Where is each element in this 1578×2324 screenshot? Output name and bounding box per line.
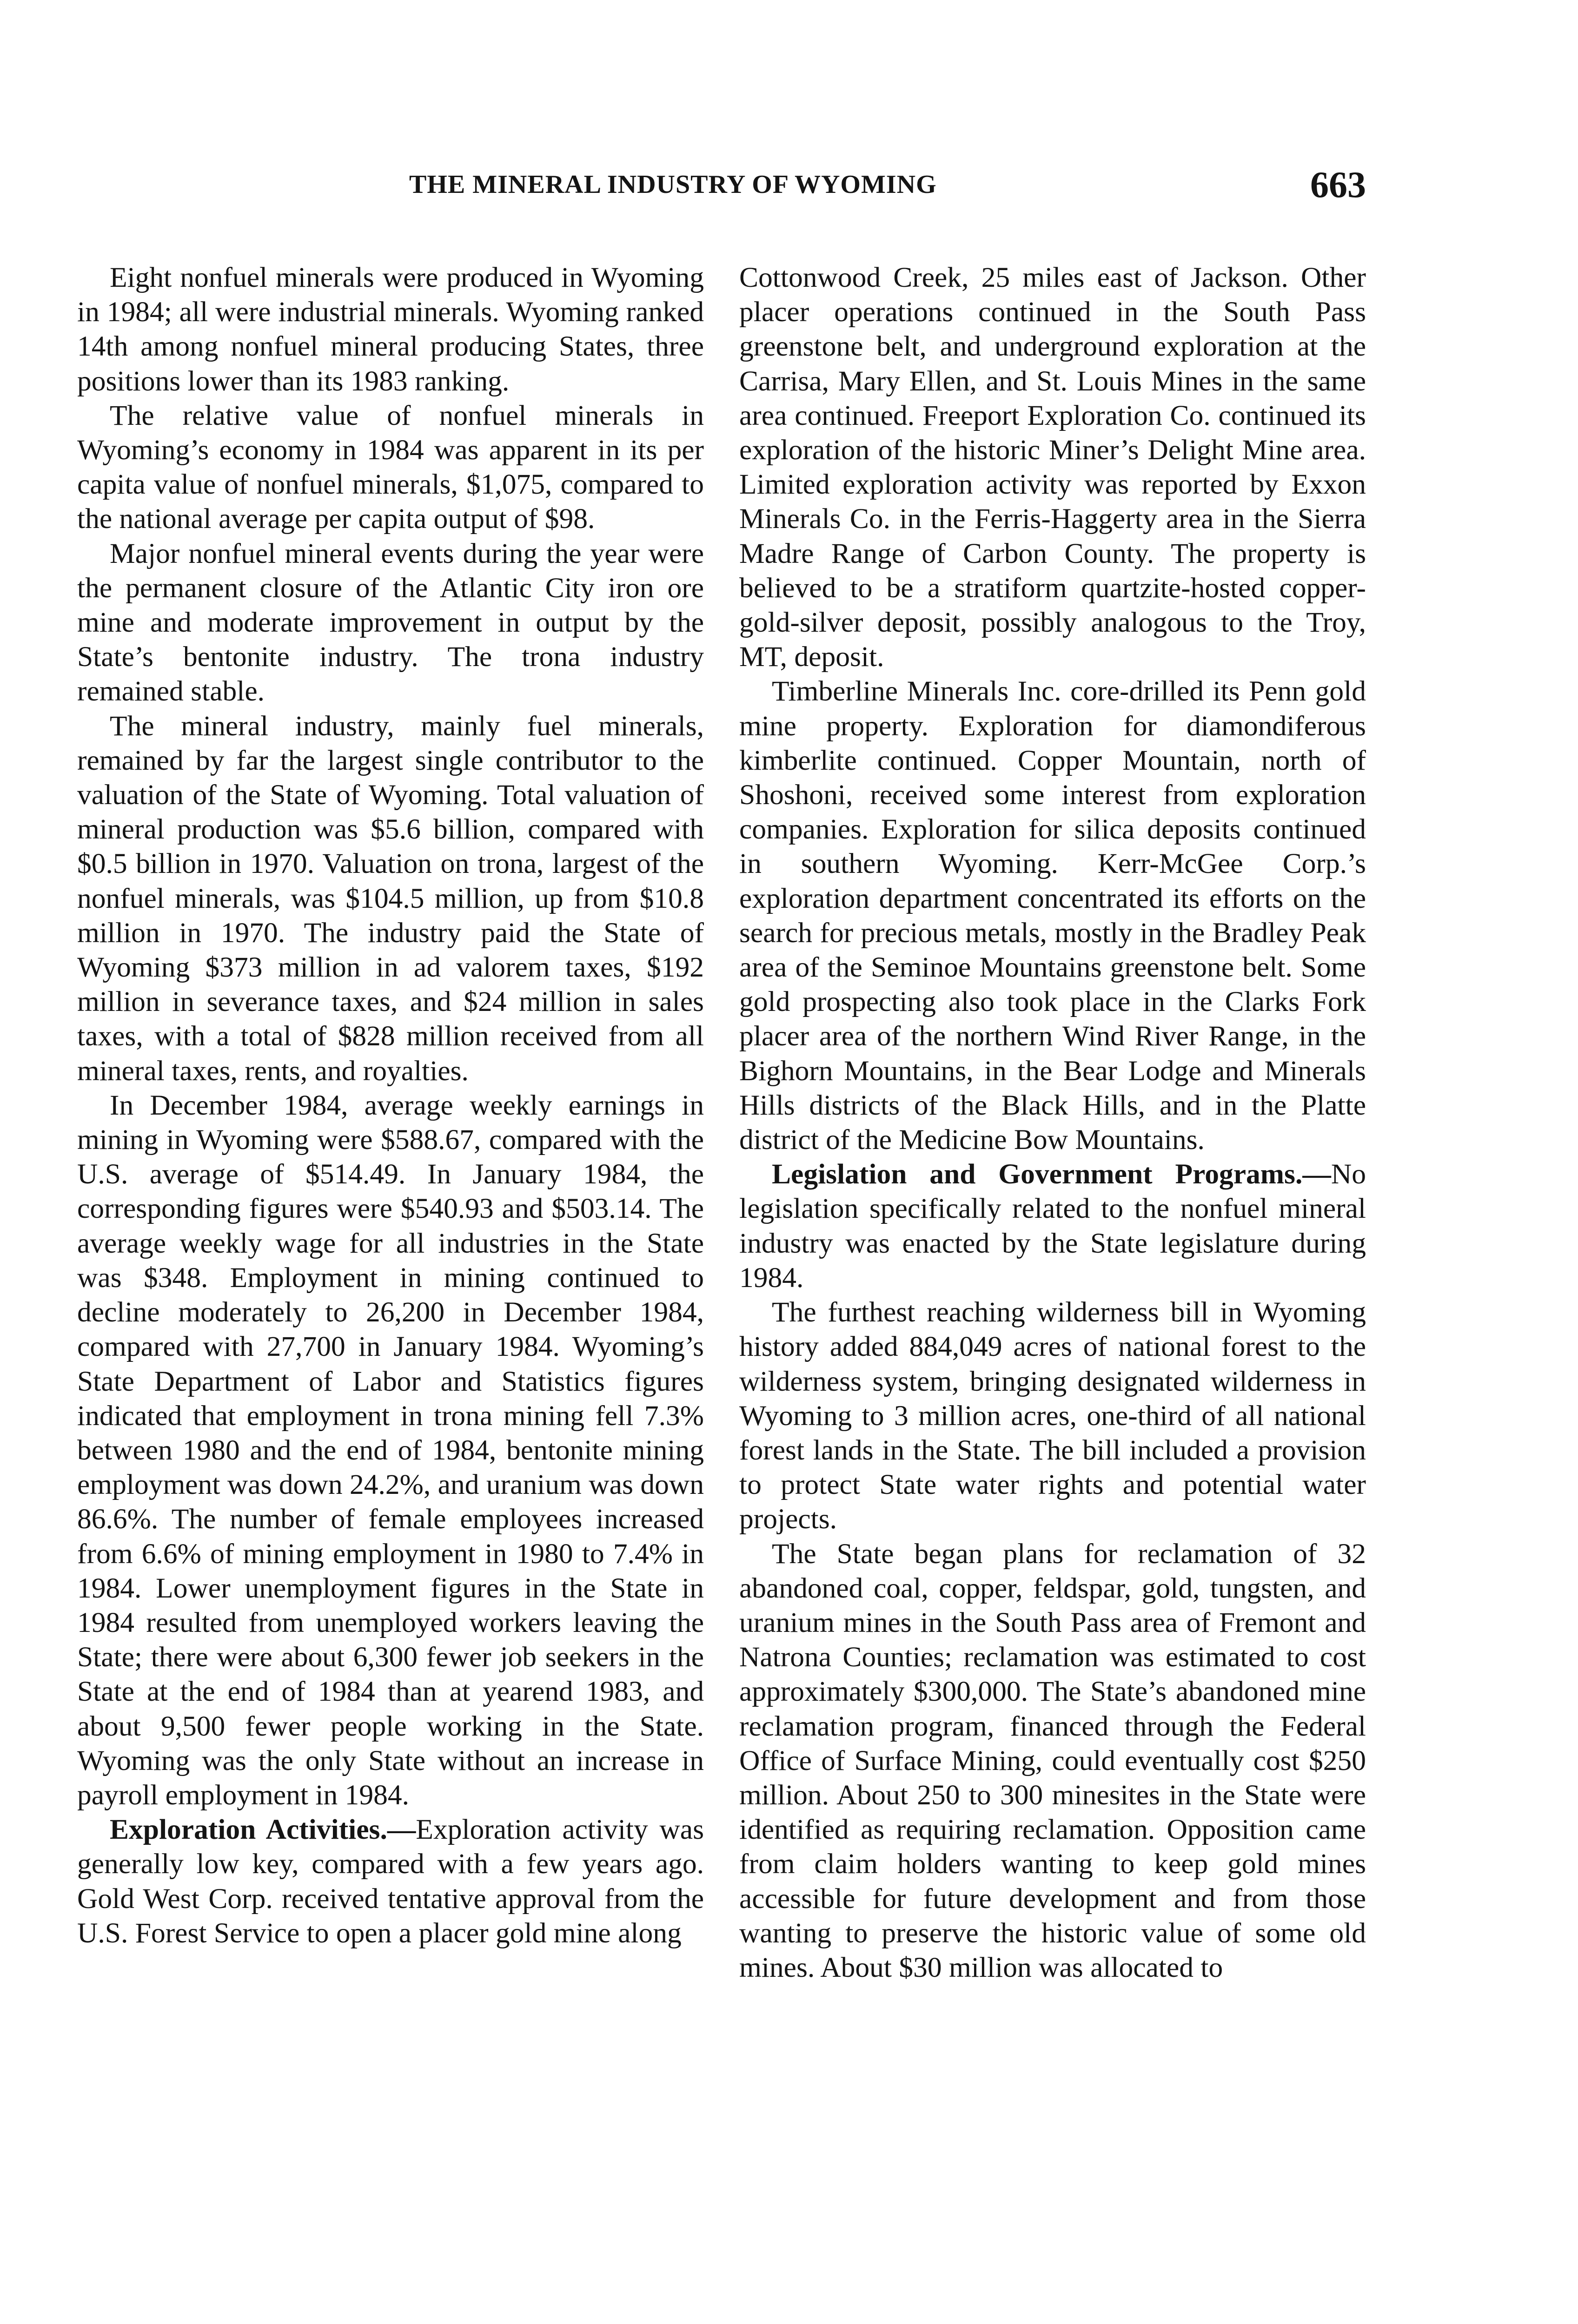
paragraph-legislation: [739, 1157, 1366, 1295]
paragraph-text: No legislation specifically related to the nonfuel mineral industry was enacted by the State legislature during 1984.: [739, 1158, 1366, 1294]
paragraph: The State began plans for reclamation of 32 abandoned coal, copper, feldspar, gold, tungsten, and uranium mines in the South Pass area of Fremont and Natrona Counties; reclamation was estimated to cost approximately $300,000. The State’s abandoned mine reclamation program, financed through the Federal Office of Surface Mining, could eventually cost $250 million. About 250 to 300 minesites in the State were identified as requiring reclamation. Opposition came from claim holders wanting to keep gold mines accessible for future development and from those wanting to preserve the historic value of some old mines. About $30 million was allocated to: [739, 1538, 1366, 1983]
page-number: 663: [1310, 165, 1366, 205]
paragraph: The mineral industry, mainly fuel minerals, remained by far the largest single contributor to the valuation of the State of Wyoming. Total valuation of mineral production was $5.6 billion, compared with $0.5 billion in 1970. Valuation on trona, largest of the nonfuel minerals, was $104.5 million, up from $10.8 million in 1970. The industry paid the State of Wyoming $373 million in ad valorem taxes, $192 million in severance taxes, and $24 million in sales taxes, with a total of $828 million received from all mineral taxes, rents, and royalties.: [77, 710, 704, 1087]
section-heading-legislation: Legislation and Government Programs.—: [772, 1158, 1331, 1190]
running-title: THE MINERAL INDUSTRY OF WYOMING: [409, 170, 937, 199]
paragraph: The furthest reaching wilderness bill in Wyoming history added 884,049 acres of national forest to the wilderness system, bringing designated wilderness in Wyoming to 3 million acres, one-third of all national forest lands in the State. The bill included a provision to protect State water rights and potential water projects.: [739, 1296, 1366, 1535]
page-header: [0, 165, 1578, 225]
paragraph: Timberline Minerals Inc. core-drilled its Penn gold mine property. Exploration for diamondiferous kimberlite continued. Copper Mountain, north of Shoshoni, received some interest from exploration companies. Exploration for silica deposits continued in southern Wyoming. Kerr-McGee Corp.’s exploration department concentrated its efforts on the search for precious metals, mostly in the Bradley Peak area of the Seminoe Mountains greenstone belt. Some gold prospecting also took place in the Clarks Fork placer area of the northern Wind River Range, in the Bighorn Mountains, in the Bear Lodge and Minerals Hills districts of the Black Hills, and in the Platte district of the Medicine Bow Mountains.: [739, 675, 1366, 1156]
section-heading-exploration: Exploration Activities.—: [110, 1814, 416, 1846]
paragraph: In December 1984, average weekly earnings in mining in Wyoming were $588.67, compared with the U.S. average of $514.49. In January 1984, the corresponding figures were $540.93 and $503.14. The average weekly wage for all industries in the State was $348. Employment in mining continued to decline moderately to 26,200 in December 1984, compared with 27,700 in January 1984. Wyoming’s State Department of Labor and Statistics figures indicated that employment in trona mining fell 7.3% between 1980 and the end of 1984, bentonite mining employment was down 24.2%, and uranium was down 86.6%. The number of female employees increased from 6.6% of mining employment in 1980 to 7.4% in 1984. Lower unemployment figures in the State in 1984 resulted from unemployed workers leaving the State; there were about 6,300 fewer job seekers in the State at the end of 1984 than at yearend 1983, and about 9,500 fewer people working in the State. Wyoming was the only State without an increase in payroll employment in 1984.: [77, 1089, 704, 1811]
paragraph-exploration: [77, 1812, 704, 1950]
paragraph-text: Exploration activity was generally low key, compared with a few years ago. Gold West Corp. received tentative approval from the U.S. Forest Service to open a placer gold mine along: [77, 1814, 704, 1949]
left-column: [77, 260, 704, 2324]
paragraph: Cottonwood Creek, 25 miles east of Jackson. Other placer operations continued in the South Pass greenstone belt, and underground exploration at the Carrisa, Mary Ellen, and St. Louis Mines in the same area continued. Freeport Exploration Co. continued its exploration of the historic Miner’s Delight Mine area. Limited exploration activity was reported by Exxon Minerals Co. in the Ferris-Haggerty area in the Sierra Madre Range of Carbon County. The property is believed to be a stratiform quartzite-hosted copper-gold-silver deposit, possibly analogous to the Troy, MT, deposit.: [739, 262, 1366, 673]
paragraph: The relative value of nonfuel minerals in Wyoming’s economy in 1984 was apparent in its per capita value of nonfuel minerals, $1,075, compared to the national average per capita output of $98.: [77, 399, 704, 535]
right-column: [739, 260, 1366, 2324]
paragraph: Eight nonfuel minerals were produced in Wyoming in 1984; all were industrial minerals. Wyoming ranked 14th among nonfuel mineral producing States, three positions lower than its 1983 ranking.: [77, 262, 704, 397]
paragraph: Major nonfuel mineral events during the year were the permanent closure of the Atlantic City iron ore mine and moderate improvement in output by the State’s bentonite industry. The trona industry remained stable.: [77, 537, 704, 707]
